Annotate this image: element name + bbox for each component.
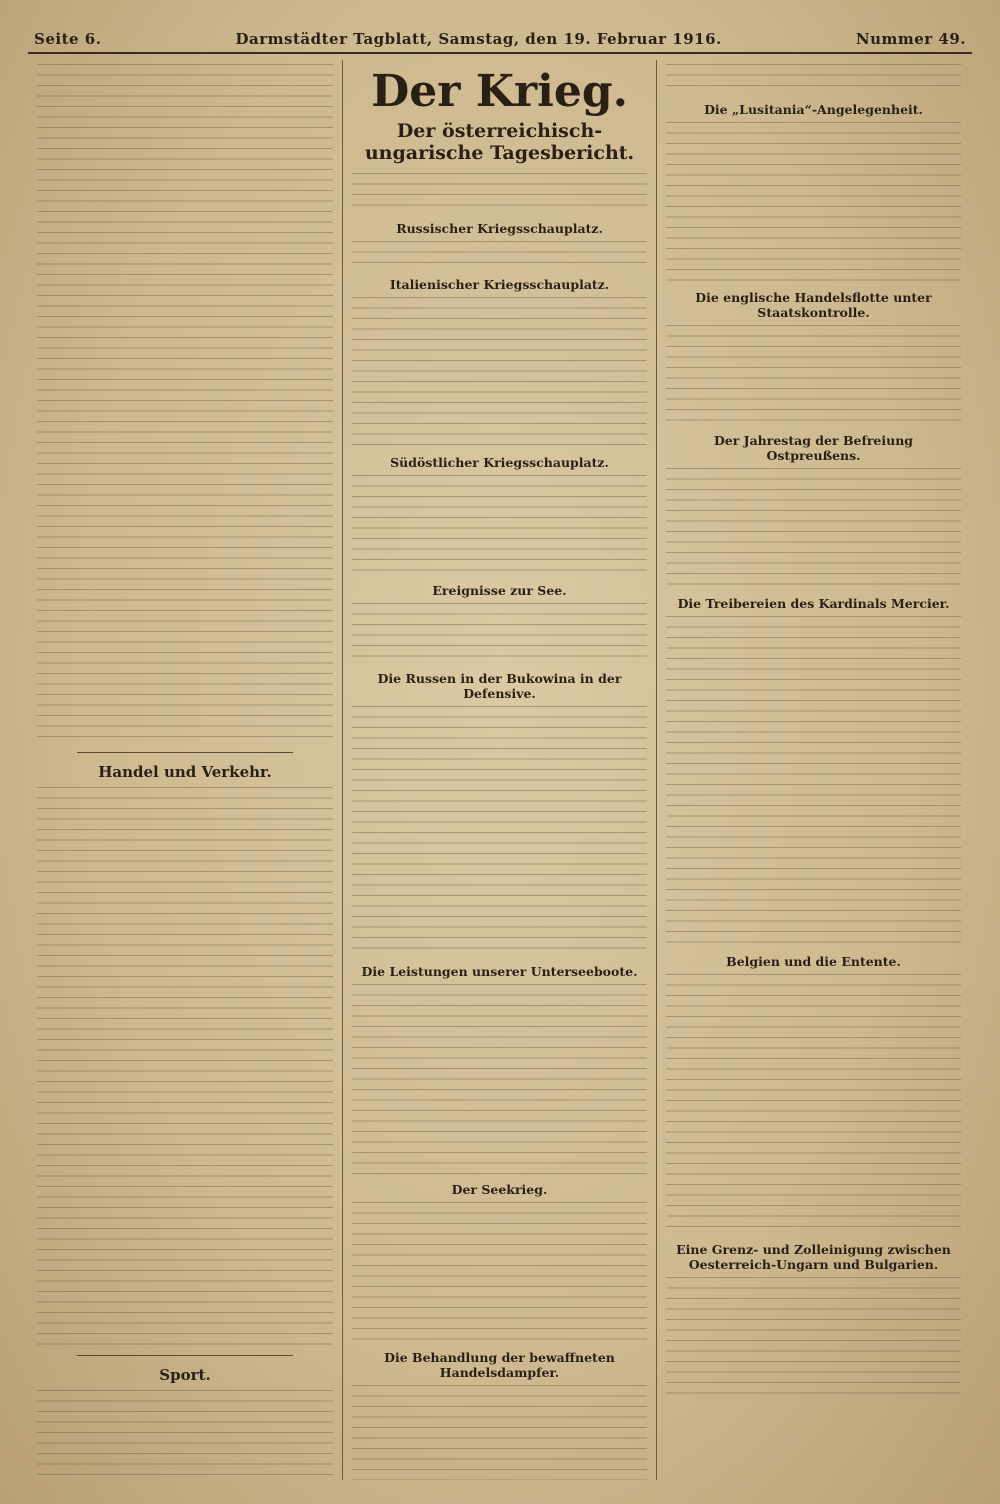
section-heading: Sport.: [159, 1366, 211, 1384]
main-title: Der Krieg.: [371, 66, 628, 117]
section-heading: Der Jahrestag der Befreiung Ostpreußens.: [713, 433, 914, 463]
section-heading: Südöstlicher Kriegsschauplatz.: [390, 454, 609, 470]
section-heading: Russischer Kriegsschauplatz.: [396, 220, 603, 236]
left-column: [28, 60, 342, 1480]
section-heading: Eine Grenz- und Zolleinigung zwischen Oesterreich-Ungarn und Bulgarien.: [676, 1242, 951, 1272]
body-text-placeholder: [352, 603, 647, 663]
section-heading: Der Seekrieg.: [451, 1181, 548, 1197]
section-heading: Die Behandlung der bewaffneten Handelsdampfer.: [384, 1349, 615, 1380]
section-heading: Die Treibereien des Kardinals Mercier.: [677, 596, 950, 611]
body-text-placeholder: [666, 122, 961, 282]
body-text-placeholder: [37, 1390, 333, 1480]
right-column: [656, 60, 970, 1480]
newspaper-title: Darmstädter Tagblatt, Samstag, den 19. Februar 1916.: [235, 30, 722, 48]
section-heading: Die Russen in der Bukowina in der Defensive.: [377, 670, 622, 701]
body-text-placeholder: [666, 468, 961, 588]
section-heading: Ereignisse zur See.: [432, 582, 567, 598]
body-text-placeholder: [352, 173, 647, 213]
body-text-placeholder: [37, 64, 333, 744]
body-text-placeholder: [352, 1202, 647, 1342]
middle-column: [342, 60, 656, 1480]
section-heading: Die englische Handelsflotte unter Staatskontrolle.: [695, 290, 932, 320]
body-text-placeholder: [666, 64, 961, 94]
columns: [28, 60, 972, 1480]
body-text-placeholder: [37, 787, 333, 1347]
section-heading: Italienischer Kriegsschauplatz.: [389, 276, 610, 292]
body-text-placeholder: [352, 984, 647, 1174]
main-subtitle: Der österreichisch-ungarische Tagesbericht.: [364, 120, 635, 164]
body-text-placeholder: [666, 974, 961, 1234]
body-text-placeholder: [352, 1385, 647, 1480]
body-text-placeholder: [666, 325, 961, 425]
page-number: Seite 6.: [34, 30, 102, 48]
body-text-placeholder: [666, 616, 961, 946]
section-heading: Handel und Verkehr.: [98, 763, 272, 781]
issue-number: Nummer 49.: [855, 30, 966, 48]
section-heading: Belgien und die Entente.: [726, 954, 901, 969]
section-heading: Die Leistungen unserer Unterseeboote.: [361, 963, 638, 979]
body-text-placeholder: [352, 297, 647, 447]
body-text-placeholder: [352, 475, 647, 575]
body-text-placeholder: [352, 706, 647, 956]
section-heading: Die „Lusitania“-Angelegenheit.: [704, 102, 923, 117]
body-text-placeholder: [666, 1277, 961, 1397]
masthead: [28, 30, 972, 54]
body-text-placeholder: [352, 241, 647, 269]
